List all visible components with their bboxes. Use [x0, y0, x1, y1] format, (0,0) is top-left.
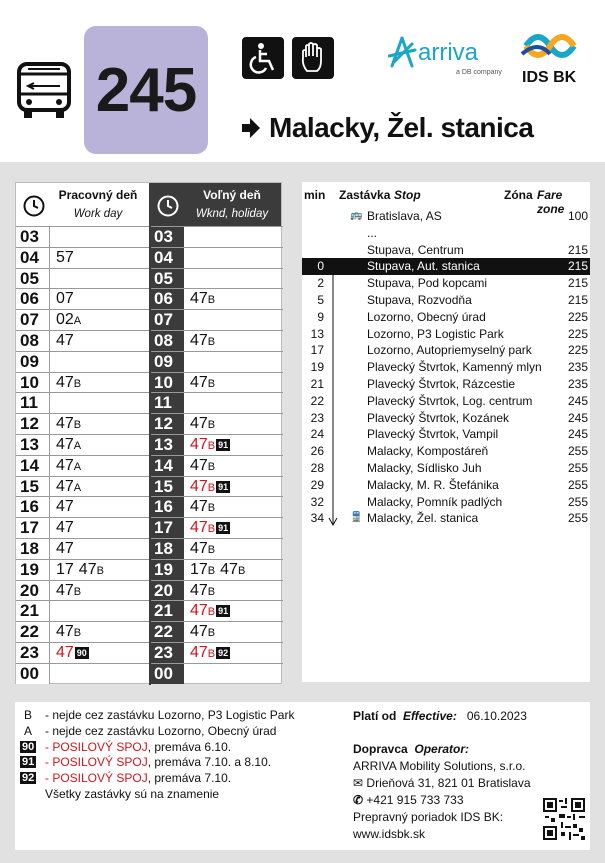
departure-note-badge: 90: [76, 647, 87, 658]
workday-title: Pracovný deň: [58, 188, 138, 202]
stop-minute: 26: [310, 444, 324, 459]
workday-minutes: [56, 373, 86, 394]
hour-workday: 11: [16, 393, 50, 413]
hour-workday: 13: [16, 435, 50, 455]
stop-minute: 2: [317, 276, 324, 291]
note-b: [19, 708, 294, 724]
departure-minute: 47B: [190, 415, 216, 433]
stop-minute: 34: [310, 511, 324, 526]
operator-label-en: Operator:: [414, 742, 470, 756]
stop-row: [302, 443, 590, 460]
phone-line: [353, 792, 531, 809]
departure-minute: 47B 91: [190, 602, 229, 620]
departure-suffix: B: [96, 564, 104, 577]
destination: [241, 112, 533, 144]
departure-suffix: A: [73, 439, 82, 452]
departure-suffix: B: [207, 460, 216, 473]
note-all-stops: Všetky zastávky sú na znamenie: [45, 786, 220, 801]
departure-note-badge: 92: [218, 647, 229, 658]
stop-minute: 24: [310, 427, 324, 442]
hour-workday: 06: [16, 289, 50, 309]
hour-weekend: 18: [150, 539, 184, 559]
stop-row: [302, 258, 590, 275]
stop-zone: 255: [567, 494, 588, 509]
departure-minute: 47B 91: [190, 519, 229, 537]
departure-suffix: B: [207, 564, 216, 577]
stop-zone: 245: [567, 410, 588, 425]
workday-minutes: [56, 518, 79, 538]
direction-line-icon: [327, 266, 339, 616]
col-min: min: [304, 188, 326, 202]
departure-minute: 47B: [190, 373, 216, 391]
hour-workday: 18: [16, 539, 50, 559]
stop-name: Plavecký Štvrtok, Kamenný mlyn: [367, 360, 542, 375]
notes: [19, 708, 294, 803]
wheelchair-icon: [242, 37, 284, 79]
departure-minute: 47B: [78, 560, 104, 578]
hour-workday: 20: [16, 581, 50, 601]
departure-minute: 47B: [56, 581, 82, 599]
col-stop: Zastávka: [339, 188, 391, 202]
weekend-minutes: [190, 373, 220, 394]
hour-weekend: 15: [150, 477, 184, 497]
stop-name: Malacky, Kompostáreň: [367, 444, 489, 459]
note-key: A: [24, 723, 33, 738]
stop-name: ...: [367, 225, 378, 240]
hour-workday: 17: [16, 518, 50, 538]
stop-name: Plavecký Štvrtok, Log. centrum: [367, 393, 533, 408]
stop-name: 🚆 Malacky, Žel. stanica: [350, 511, 479, 526]
line-number-badge: [84, 26, 208, 154]
departure-minute: 07: [56, 290, 74, 308]
note-91: [19, 755, 294, 771]
hour-weekend: 05: [150, 269, 184, 289]
weekend-minutes: [190, 456, 220, 477]
valid-label: Platí od: [353, 709, 397, 723]
hour-workday: 07: [16, 310, 50, 330]
workday-minutes: [56, 477, 86, 498]
departure-suffix: B: [207, 335, 216, 348]
weekend-subtitle: Wknd, holiday: [195, 208, 269, 220]
stop-name: Lozorno, P3 Logistic Park: [367, 326, 504, 341]
note-key: B: [24, 708, 33, 722]
departure-minute: 47B: [190, 498, 216, 516]
departure-minute: 47A: [56, 456, 82, 474]
departure-suffix: B: [73, 377, 82, 390]
departure-minute: 47A: [56, 435, 82, 453]
stop-name: Plavecký Štvrtok, Vampil: [367, 427, 499, 442]
departure-minute: 47B 91: [190, 435, 229, 453]
departure-minute: 47B 91: [190, 477, 229, 495]
departure-minute: 47: [56, 498, 74, 516]
departure-minute: 02A: [56, 311, 82, 329]
clock-icon: [23, 195, 45, 217]
hour-workday: 00: [16, 664, 50, 684]
departure-minute: 47B 92: [190, 643, 229, 661]
hour-workday: 23: [16, 643, 50, 663]
stop-row: [302, 208, 590, 225]
stop-minute: 22: [310, 393, 324, 408]
departure-suffix: B: [207, 439, 216, 452]
stop-row: [302, 494, 590, 511]
hour-weekend: 00: [150, 664, 184, 684]
weekend-minutes: [190, 622, 220, 643]
timetable: [15, 182, 282, 684]
weekend-minutes: [190, 289, 220, 310]
stop-row: [302, 225, 590, 242]
stop-name: 🚌 Bratislava, AS: [350, 209, 442, 223]
operator: [353, 741, 531, 758]
stop-row: [302, 477, 590, 494]
hour-weekend: 14: [150, 456, 184, 476]
departure-minute: 47B: [56, 415, 82, 433]
weekend-minutes: [190, 518, 235, 539]
hour-workday: 14: [16, 456, 50, 476]
departure-suffix: A: [73, 315, 82, 328]
departure-minute: 47B: [190, 581, 216, 599]
destination-name: Malacky, Žel. stanica: [269, 112, 534, 143]
stop-zone: 255: [567, 511, 588, 526]
ids-bk-logo: [518, 26, 582, 86]
col-zone: Zóna: [504, 188, 533, 202]
workday-minutes: [56, 581, 86, 602]
valid-from: [353, 708, 531, 725]
train-icon: 🚆: [350, 512, 363, 524]
note-text: - nejde cez zastávku Lozorno, P3 Logistic Park: [45, 708, 295, 722]
weekend-minutes: [190, 497, 220, 518]
operator-label: Dopravca: [353, 742, 408, 756]
weekend-minutes: [190, 601, 235, 622]
stop-zone: 255: [567, 444, 588, 459]
footer: [15, 702, 590, 850]
departure-suffix: B: [207, 523, 216, 536]
departure-note-badge: 91: [218, 606, 229, 617]
departure-suffix: B: [237, 564, 246, 577]
phone: +421 915 733 733: [366, 793, 464, 807]
departure-minute: 47B: [190, 623, 216, 641]
workday-minutes: [56, 310, 86, 331]
departure-suffix: A: [73, 460, 82, 473]
operator-info: [353, 708, 531, 843]
stop-name: Stupava, Aut. stanica: [367, 259, 480, 274]
weekend-minutes: [190, 643, 235, 664]
stop-minute: 21: [310, 377, 324, 391]
hour-weekend: 19: [150, 560, 184, 580]
stop-row: [302, 410, 590, 427]
weekend-minutes: [190, 435, 235, 456]
bus-icon: 🚌: [350, 210, 363, 221]
schedule-label: Prepravný poriadok IDS BK:: [353, 810, 504, 824]
stop-minute: 23: [310, 410, 324, 425]
stop-row: [302, 393, 590, 410]
stop-minute: 9: [317, 309, 324, 324]
hour-weekend: 13: [150, 435, 184, 455]
departure-minute: 57: [56, 248, 74, 266]
col-zone-en: Fare zone: [537, 188, 565, 216]
stop-minute: 17: [310, 343, 324, 358]
weekend-minutes: [190, 581, 220, 602]
header: [0, 0, 605, 162]
stop-row: [302, 309, 590, 326]
departure-minute: 47B: [56, 623, 82, 641]
departure-minute: 47A: [56, 477, 82, 495]
departure-suffix: B: [207, 627, 216, 640]
stop-zone: 255: [567, 477, 588, 492]
departure-minute: 17: [56, 560, 74, 578]
workday-minutes: [56, 456, 86, 477]
workday-minutes: [56, 539, 79, 559]
workday-minutes: [56, 248, 79, 268]
stop-zone: 215: [567, 293, 588, 307]
hour-weekend: 16: [150, 497, 184, 517]
direction-arrow-icon: [241, 117, 261, 139]
stop-minute: 28: [310, 461, 324, 475]
stop-name: Malacky, M. R. Štefánika: [367, 477, 499, 492]
note-red-text: - POSILOVÝ SPOJ: [45, 755, 148, 770]
note-92: [19, 771, 294, 787]
workday-minutes: [56, 331, 79, 351]
stop-list: [302, 182, 590, 682]
hour-workday: 05: [16, 269, 50, 289]
col-stop-en: Stop: [394, 188, 421, 202]
stop-row: [302, 342, 590, 359]
stop-zone: 245: [567, 427, 588, 442]
departure-suffix: A: [73, 481, 82, 494]
weekend-minutes: [190, 331, 220, 352]
stop-name: Plavecký Štvrtok, Rázcestie: [367, 377, 516, 391]
stop-name: Stupava, Rozvodňa: [367, 293, 472, 307]
workday-minutes: [56, 497, 79, 517]
bus-icon: [16, 60, 72, 120]
departure-suffix: B: [207, 502, 216, 515]
stop-zone: 255: [567, 461, 588, 475]
workday-minutes: [56, 435, 86, 456]
stop-minute: 0: [317, 259, 324, 274]
stop-row: [302, 275, 590, 292]
departure-note-badge: 91: [218, 523, 229, 534]
stop-zone: 215: [567, 276, 588, 291]
hour-weekend: 20: [150, 581, 184, 601]
hour-workday: 21: [16, 601, 50, 621]
hour-weekend: 22: [150, 622, 184, 642]
departure-minute: 47B: [190, 456, 216, 474]
departure-note-badge: 91: [218, 481, 229, 492]
departure-suffix: B: [207, 377, 216, 390]
hour-workday: 19: [16, 560, 50, 580]
departure-suffix: B: [207, 585, 216, 598]
stop-zone: 225: [567, 309, 588, 324]
hour-workday: 12: [16, 414, 50, 434]
stop-minute: 13: [310, 326, 324, 341]
departure-minute: 17B: [190, 560, 216, 578]
stop-name: Plavecký Štvrtok, Kozánek: [367, 410, 510, 425]
stop-zone: 235: [567, 377, 588, 391]
stop-minute: 19: [310, 360, 324, 375]
stop-row: [302, 359, 590, 376]
stop-zone: 235: [567, 360, 588, 375]
hour-weekend: 23: [150, 643, 184, 663]
departure-suffix: B: [73, 419, 82, 432]
address: Drieňová 31, 821 01 Bratislava: [366, 776, 531, 790]
departure-minute: 47B: [190, 539, 216, 557]
departure-suffix: B: [207, 481, 216, 494]
weekend-minutes: [190, 539, 220, 560]
stop-row: [302, 292, 590, 309]
note-key: 91: [22, 756, 35, 769]
hour-weekend: 10: [150, 373, 184, 393]
stop-minute: 29: [310, 477, 324, 492]
workday-header: [16, 183, 150, 226]
column-divider: [149, 183, 151, 685]
hour-weekend: 03: [150, 227, 184, 247]
hour-weekend: 08: [150, 331, 184, 351]
workday-minutes: [56, 643, 94, 663]
stop-name: Lozorno, Obecný úrad: [367, 309, 486, 324]
stop-minute: 5: [317, 293, 324, 307]
workday-minutes: [56, 289, 79, 309]
hour-weekend: 11: [150, 393, 184, 413]
valid-label-en: Effective:: [403, 709, 457, 723]
departure-suffix: B: [207, 294, 216, 307]
note-red-text: - POSILOVÝ SPOJ: [45, 739, 148, 754]
stop-name: Stupava, Centrum: [367, 242, 464, 257]
weekend-minutes: [190, 560, 250, 581]
stop-row: [302, 326, 590, 343]
stop-zone: 215: [567, 259, 588, 274]
note-key: 92: [22, 772, 35, 785]
hour-workday: 16: [16, 497, 50, 517]
departure-suffix: B: [73, 585, 82, 598]
stop-row: [302, 426, 590, 443]
note-key: 90: [22, 740, 35, 753]
weekend-header: [150, 183, 281, 226]
stop-name: Malacky, Sídlisko Juh: [367, 461, 482, 475]
workday-subtitle: Work day: [73, 208, 123, 220]
weekend-minutes: [190, 414, 220, 435]
departure-minute: 47B: [56, 373, 82, 391]
note-text: , premáva 7.10. a 8.10.: [147, 755, 272, 770]
hour-weekend: 06: [150, 289, 184, 309]
stop-zone: 245: [567, 393, 588, 408]
note-text: , premáva 7.10.: [147, 771, 232, 786]
stop-row: [302, 460, 590, 477]
hour-weekend: 04: [150, 248, 184, 268]
workday-minutes: [56, 414, 86, 435]
workday-minutes: [56, 622, 86, 643]
stop-minute: 32: [310, 494, 324, 509]
note-text: , premáva 6.10.: [147, 739, 232, 754]
departure-suffix: B: [207, 543, 216, 556]
qr-code-icon: [543, 798, 585, 840]
weekend-minutes: [190, 477, 235, 498]
weekend-title: Voľný deň: [203, 188, 261, 202]
departure-suffix: B: [73, 627, 82, 640]
hour-workday: 10: [16, 373, 50, 393]
hour-workday: 22: [16, 622, 50, 642]
stop-name: Malacky, Pomník padlých: [367, 494, 503, 509]
hour-weekend: 12: [150, 414, 184, 434]
departure-note-badge: 91: [218, 439, 229, 450]
hour-workday: 15: [16, 477, 50, 497]
hour-workday: 04: [16, 248, 50, 268]
address-line: [353, 775, 531, 792]
stop-zone: 225: [567, 326, 588, 341]
departure-minute: 47B: [190, 331, 216, 349]
stop-zone: 225: [567, 343, 588, 358]
departure-minute: 47B: [220, 560, 246, 578]
departure-suffix: B: [207, 606, 216, 619]
departure-suffix: B: [207, 647, 216, 660]
envelope-icon: ✉: [353, 776, 364, 790]
stop-row: [302, 510, 590, 527]
departure-minute: 47: [56, 519, 74, 537]
note-a: [19, 724, 294, 740]
website-link[interactable]: www.idsbk.sk: [353, 827, 426, 841]
hour-weekend: 07: [150, 310, 184, 330]
departure-minute: 47: [56, 539, 74, 557]
ids-wordmark: IDS BK: [522, 69, 577, 86]
workday-minutes: [56, 560, 109, 581]
stop-row: [302, 242, 590, 259]
stop-zone: 100: [567, 209, 588, 223]
line-number: 245: [95, 55, 197, 125]
valid-date: 06.10.2023: [466, 709, 527, 723]
hour-weekend: 21: [150, 601, 184, 621]
note-90: [19, 740, 294, 756]
request-stop-hand-icon: [292, 37, 334, 79]
departure-minute: 47 90: [56, 643, 87, 661]
departure-suffix: B: [207, 419, 216, 432]
stop-name: Stupava, Pod kopcami: [367, 276, 488, 291]
stop-row: [302, 376, 590, 393]
clock-icon: [157, 195, 179, 217]
departure-minute: 47: [56, 331, 74, 349]
arriva-subtitle: a DB company: [456, 69, 502, 76]
phone-icon: ✆: [353, 793, 364, 807]
stop-zone: 215: [567, 242, 588, 257]
arriva-wordmark: arriva: [418, 39, 479, 66]
departure-minute: 47B: [190, 290, 216, 308]
operator-name: ARRIVA Mobility Solutions, s.r.o.: [353, 759, 526, 773]
note-text: - nejde cez zastávku Lozorno, Obecný úrad: [45, 723, 277, 738]
stop-name: Lozorno, Autopriemyselný park: [367, 343, 532, 358]
hour-weekend: 17: [150, 518, 184, 538]
hour-workday: 09: [16, 352, 50, 372]
arriva-logo: [388, 36, 508, 80]
note-red-text: - POSILOVÝ SPOJ: [45, 771, 148, 786]
hour-weekend: 09: [150, 352, 184, 372]
hour-workday: 08: [16, 331, 50, 351]
hour-workday: 03: [16, 227, 50, 247]
